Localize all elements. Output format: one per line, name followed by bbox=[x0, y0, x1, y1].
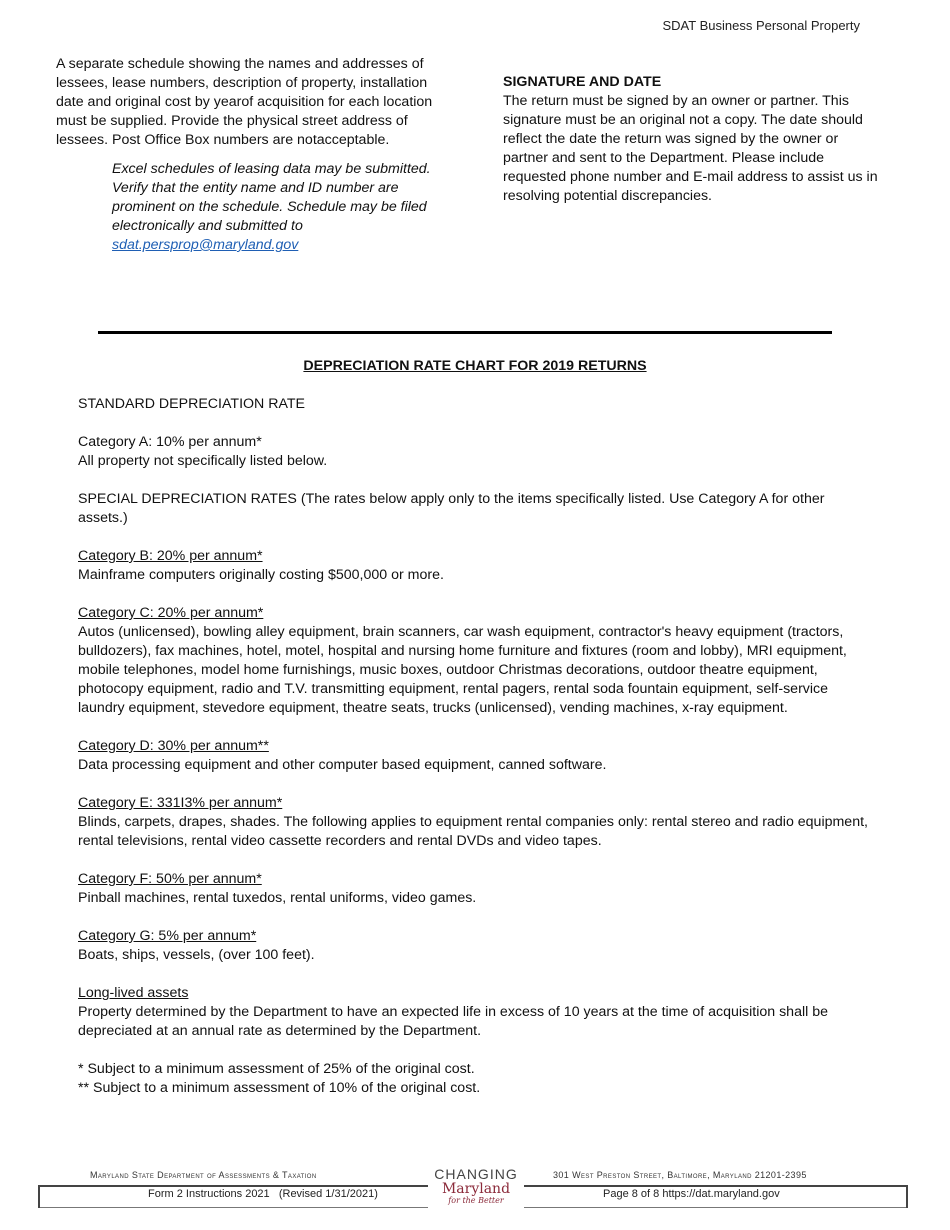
category-g bbox=[78, 927, 878, 965]
footnotes bbox=[78, 1060, 878, 1098]
category-text: Autos (unlicensed), bowling alley equipment, brain scanners, car wash equipment, contractor's heavy equipment (tractors, bulldozers), fax machines, hotel, motel, hospital and nursing home furniture and fixtures (room and lobby), MRI equipment, mobile telephones, model home furnishings, music boxes, outdoor Christmas decorations, outdoor theatre equipment, photocopy equipment, radio and T.V. transmitting equipment, rental pagers, rental soda fountain equipment, self-service laundry equipment, stevedore equipment, theatre seats, trucks (unlicensed), vending machines, x-ray equipment. bbox=[78, 624, 847, 716]
category-text: Boats, ships, vessels, (over 100 feet). bbox=[78, 947, 315, 963]
category-c bbox=[78, 604, 878, 718]
category-b bbox=[78, 547, 878, 585]
lessee-schedule-section bbox=[56, 55, 446, 255]
footnote: ** Subject to a minimum assessment of 10% of the original cost. bbox=[78, 1080, 481, 1096]
category-text: Blinds, carpets, drapes, shades. The following applies to equipment rental companies only: rental stereo and radio equipment, rental televisions, rental video cassette recorders and rental DVDs and video tapes. bbox=[78, 814, 868, 849]
category-title: Category D: 30% per annum** bbox=[78, 738, 269, 754]
excel-note-text: Excel schedules of leasing data may be submitted. Verify that the entity name and ID number are prominent on the schedule. Schedule may be filed electronically and submitted to bbox=[112, 161, 431, 234]
logo-maryland: Maryland bbox=[441, 1181, 511, 1197]
signature-text: The return must be signed by an owner or partner. This signature must be an original not a copy. The date should reflect the date the return was signed by the owner or partner and sent to the Department. Please include requested phone number and E-mail address to assist us in resolving potential discrepancies. bbox=[503, 93, 878, 204]
footer-address: 301 West Preston Street, Baltimore, Maryland 21201-2395 bbox=[553, 1170, 807, 1180]
category-e bbox=[78, 794, 878, 851]
category-title: Category F: 50% per annum* bbox=[78, 871, 262, 887]
category-text: Mainframe computers originally costing $500,000 or more. bbox=[78, 567, 444, 583]
long-lived-assets bbox=[78, 984, 878, 1041]
signature-heading: SIGNATURE AND DATE bbox=[503, 74, 662, 90]
signature-section bbox=[503, 73, 883, 206]
footer-page: Page 8 of 8 https://dat.maryland.gov bbox=[603, 1188, 780, 1200]
footer-bracket bbox=[906, 1185, 908, 1208]
category-a bbox=[78, 433, 878, 471]
depreciation-chart-title: DEPRECIATION RATE CHART FOR 2019 RETURNS bbox=[303, 358, 647, 374]
category-title: Long-lived assets bbox=[78, 985, 189, 1001]
category-title: Category E: 331I3% per annum* bbox=[78, 795, 283, 811]
page-header: SDAT Business Personal Property bbox=[662, 18, 860, 33]
category-text: Data processing equipment and other computer based equipment, canned software. bbox=[78, 757, 607, 773]
logo-changing: CHANGING bbox=[434, 1166, 518, 1182]
footer-agency: Maryland State Department of Assessments & Taxation bbox=[90, 1170, 317, 1180]
footer-bracket bbox=[38, 1185, 40, 1208]
category-title: Category B: 20% per annum* bbox=[78, 548, 263, 564]
section-divider bbox=[98, 331, 832, 334]
lessee-schedule-text: A separate schedule showing the names and addresses of lessees, lease numbers, description of property, installation date and original cost by yearof acquisition for each location must be supplied. Provide the physical street address of lessees. Post Office Box numbers are notacceptable. bbox=[56, 56, 433, 148]
category-text: Property determined by the Department to have an expected life in excess of 10 years at the time of acquisition shall be depreciated at an annual rate as determined by the Department. bbox=[78, 1004, 828, 1039]
footnote: * Subject to a minimum assessment of 25% of the original cost. bbox=[78, 1061, 475, 1077]
page-footer bbox=[0, 1162, 950, 1230]
standard-heading: STANDARD DEPRECIATION RATE bbox=[78, 396, 306, 412]
category-title: Category G: 5% per annum* bbox=[78, 928, 257, 944]
depreciation-body bbox=[78, 395, 878, 1098]
category-d bbox=[78, 737, 878, 775]
maryland-logo bbox=[428, 1167, 524, 1213]
special-heading: SPECIAL DEPRECIATION RATES (The rates below apply only to the items specifically listed. Use Category A for other assets.) bbox=[78, 491, 825, 526]
email-link[interactable]: sdat.persprop@maryland.gov bbox=[112, 237, 299, 253]
category-text: Pinball machines, rental tuxedos, rental uniforms, video games. bbox=[78, 890, 477, 906]
footer-form: Form 2 Instructions 2021 (Revised 1/31/2021) bbox=[148, 1188, 378, 1200]
logo-tagline: for the Better bbox=[448, 1196, 504, 1205]
category-a-title: Category A: 10% per annum* bbox=[78, 434, 262, 450]
category-f bbox=[78, 870, 878, 908]
category-title: Category C: 20% per annum* bbox=[78, 605, 264, 621]
excel-note bbox=[112, 160, 446, 255]
category-a-text: All property not specifically listed below. bbox=[78, 453, 328, 469]
